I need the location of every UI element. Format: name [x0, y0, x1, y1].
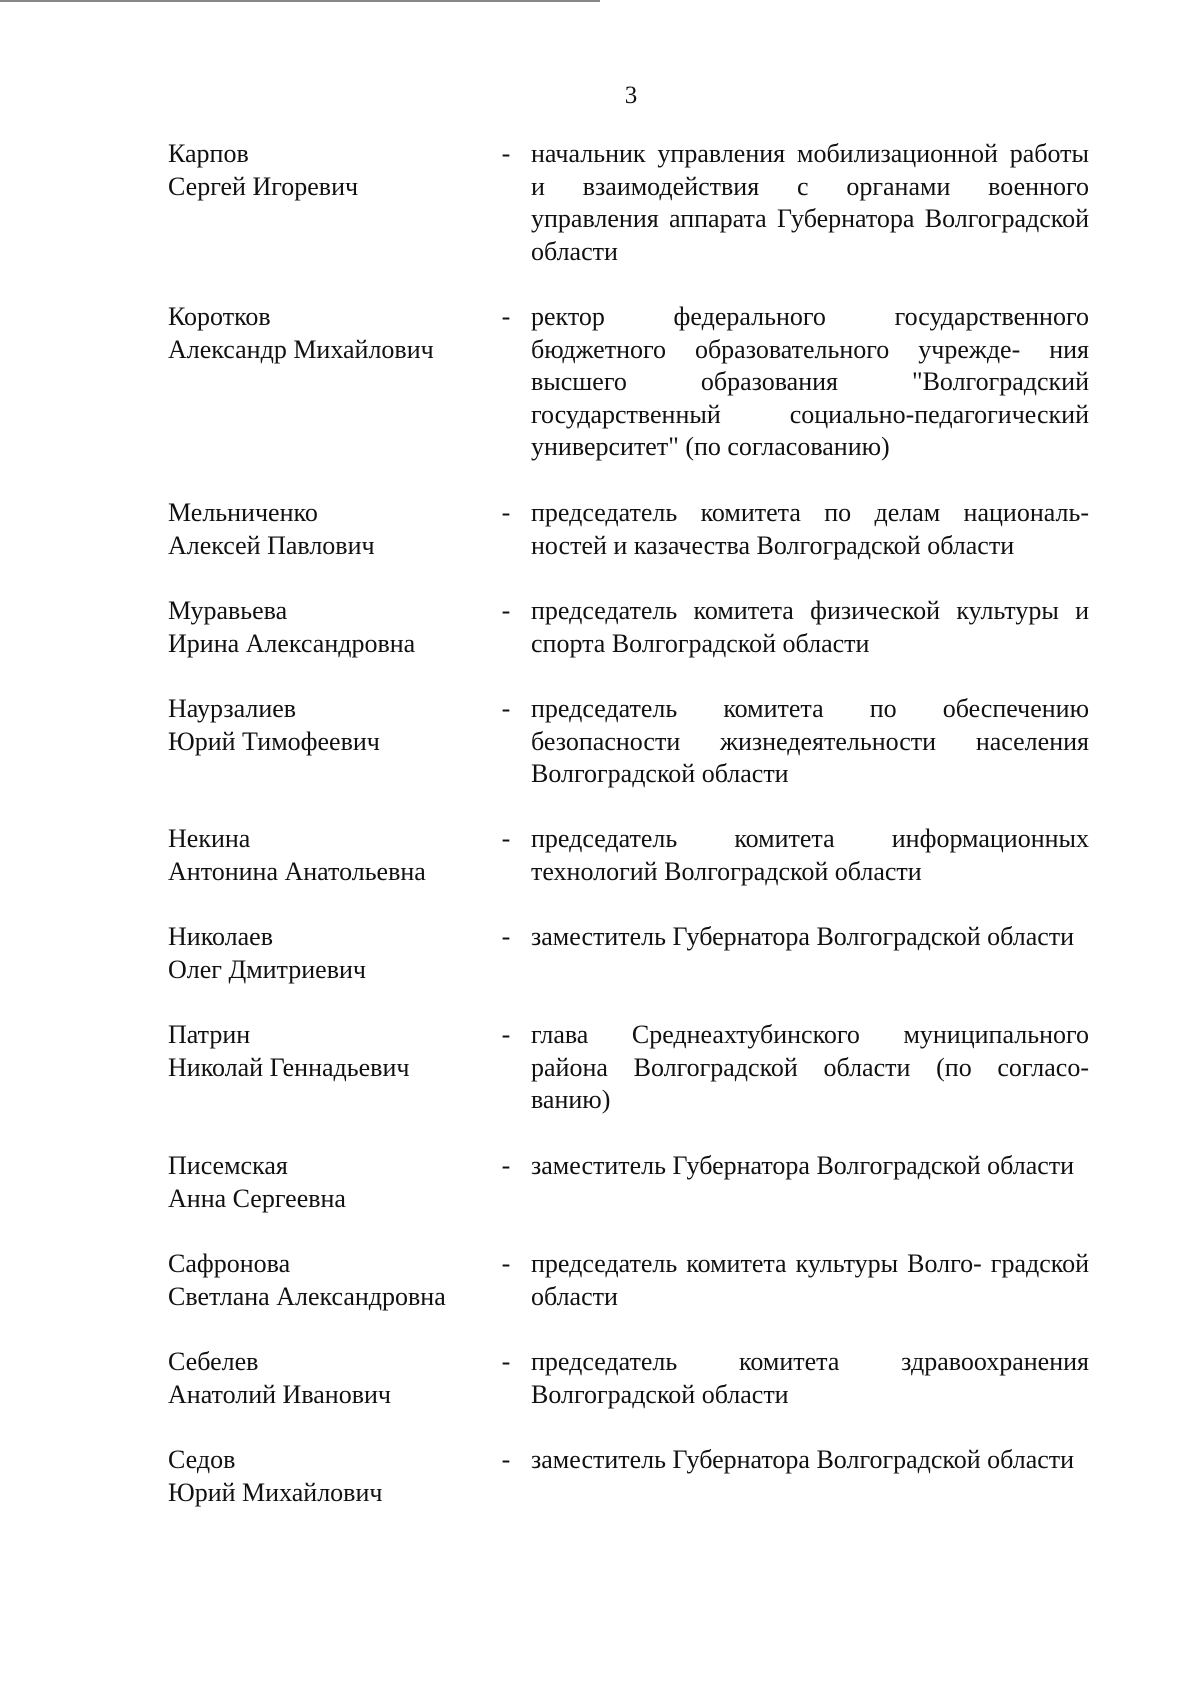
entry-dash: - — [501, 498, 511, 527]
member-surname: Коротков — [168, 302, 271, 331]
member-name — [168, 693, 498, 758]
member-given-names: Антонина Анатольевна — [168, 856, 426, 886]
member-surname: Писемская — [168, 1151, 288, 1180]
member-name — [168, 301, 498, 366]
member-name — [168, 921, 498, 986]
member-position: глава Среднеахтубинского муниципального района Волгоградской области (по согласо- ванию) — [531, 1020, 1089, 1114]
page-number: 3 — [624, 82, 638, 109]
entry-dash: - — [501, 1347, 511, 1376]
entry-dash: - — [501, 596, 511, 625]
member-given-names: Ирина Александровна — [168, 628, 416, 658]
member-name — [168, 497, 498, 562]
member-name — [168, 595, 498, 660]
entry-dash: - — [501, 1445, 511, 1474]
member-surname: Патрин — [168, 1020, 251, 1049]
member-surname: Себелев — [168, 1347, 259, 1376]
entry-dash: - — [501, 302, 511, 331]
member-position: ректор федерального государственного бюджетного образовательного учрежде- ния высшего образования "Волгоградский государственный социально-педагогический университет" (по согласованию) — [531, 302, 1089, 461]
member-name — [168, 138, 498, 203]
member-surname: Некина — [168, 824, 251, 853]
member-name — [168, 1346, 498, 1411]
entry-dash: - — [501, 1249, 511, 1278]
member-position: председатель комитета культуры Волго- градской области — [531, 1249, 1089, 1311]
member-position: заместитель Губернатора Волгоградской области — [531, 922, 1075, 951]
member-name — [168, 823, 498, 888]
member-position: председатель комитета информационных технологий Волгоградской области — [531, 824, 1089, 886]
member-surname: Муравьева — [168, 596, 288, 625]
member-position: председатель комитета здравоохранения Волгоградской области — [531, 1347, 1089, 1409]
member-given-names: Анна Сергеевна — [168, 1183, 346, 1213]
entry-dash: - — [501, 694, 511, 723]
member-position: заместитель Губернатора Волгоградской области — [531, 1445, 1075, 1474]
member-position: заместитель Губернатора Волгоградской области — [531, 1151, 1075, 1180]
member-given-names: Юрий Тимофеевич — [168, 726, 380, 756]
member-given-names: Анатолий Иванович — [168, 1379, 391, 1409]
member-surname: Сафронова — [168, 1249, 291, 1278]
member-name — [168, 1248, 498, 1313]
member-given-names: Алексей Павлович — [168, 530, 375, 560]
entry-dash: - — [501, 1151, 511, 1180]
member-position: председатель комитета по обеспечению безопасности жизнедеятельности населения Волгоградской области — [531, 694, 1089, 788]
member-surname: Карпов — [168, 139, 249, 168]
member-position: председатель комитета физической культуры и спорта Волгоградской области — [531, 596, 1089, 658]
entry-dash: - — [501, 922, 511, 951]
member-name — [168, 1150, 498, 1215]
member-position: начальник управления мобилизационной работы и взаимодействия с органами военного управления аппарата Губернатора Волгоградской области — [531, 139, 1089, 266]
member-given-names: Николай Геннадьевич — [168, 1052, 410, 1082]
member-given-names: Александр Михайлович — [168, 334, 434, 364]
member-surname: Седов — [168, 1445, 236, 1474]
member-given-names: Светлана Александровна — [168, 1281, 446, 1311]
entry-dash: - — [501, 139, 511, 168]
member-given-names: Сергей Игоревич — [168, 171, 359, 201]
member-surname: Мельниченко — [168, 498, 318, 527]
member-position: председатель комитета по делам националь- ностей и казачества Волгоградской области — [531, 498, 1089, 560]
member-surname: Николаев — [168, 922, 273, 951]
member-name — [168, 1019, 498, 1084]
member-given-names: Юрий Михайлович — [168, 1477, 383, 1507]
entry-dash: - — [501, 824, 511, 853]
member-surname: Наурзалиев — [168, 694, 297, 723]
entry-dash: - — [501, 1020, 511, 1049]
member-name — [168, 1444, 498, 1509]
member-given-names: Олег Дмитриевич — [168, 954, 366, 984]
scan-edge-line — [0, 0, 600, 2]
